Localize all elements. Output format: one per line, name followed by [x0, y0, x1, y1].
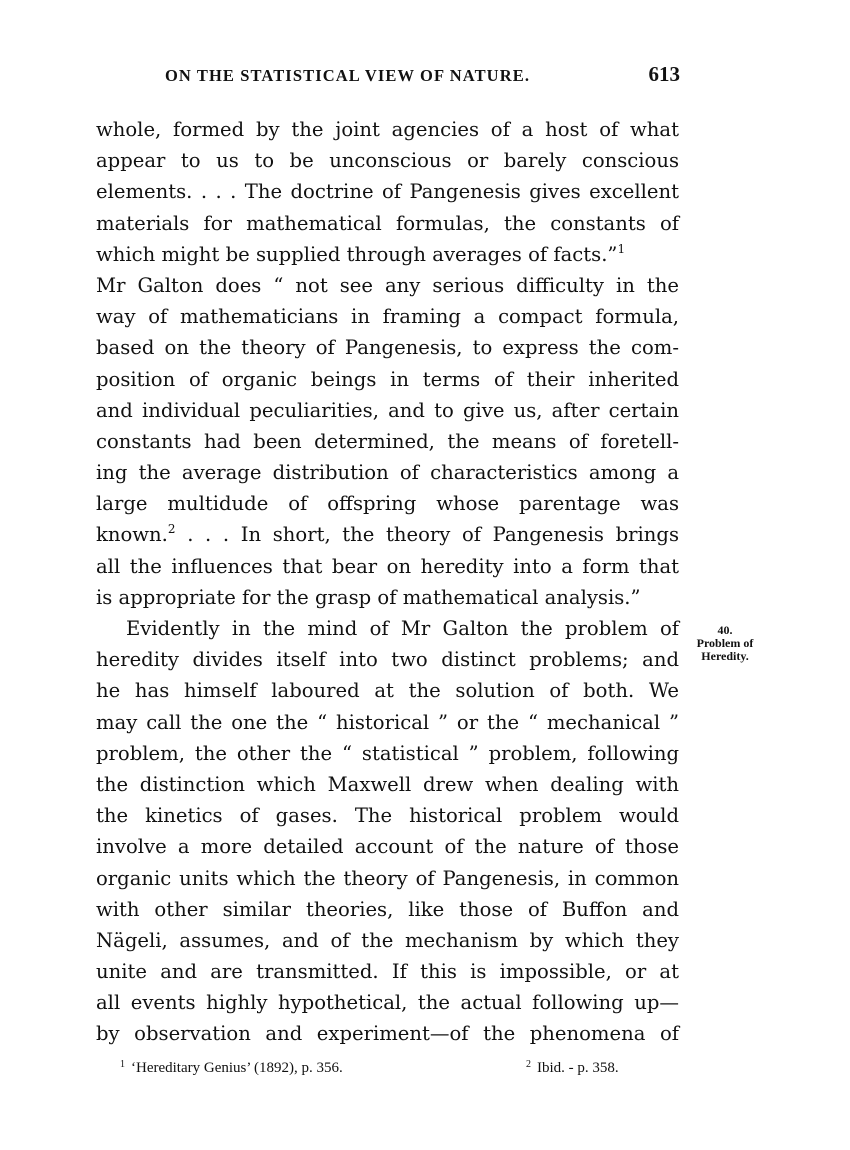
footnote-text: Ibid. - p. 358. [537, 1060, 619, 1076]
text-line [96, 519, 679, 550]
text-line: organic units which the theory of Pangenesis, in common [96, 866, 679, 890]
footnote [526, 1059, 619, 1077]
running-head [165, 62, 680, 87]
text-line: unite and are transmitted. If this is impossible, or at [96, 960, 679, 984]
text-line-continuation: . . . In short, the theory of Pangenesis brings [175, 523, 679, 547]
text-line: all events highly hypothetical, the actual following up— [96, 991, 679, 1015]
text-line: ing the average distribution of characteristics among a [96, 461, 679, 485]
text-line: by observation and experiment—of the phenomena of [96, 1022, 679, 1046]
margin-note-line: Problem of [696, 636, 754, 650]
text-line: position of organic beings in terms of their inherited [96, 367, 679, 391]
text-line: Mr Galton does “ not see any serious difficulty in the [96, 273, 679, 297]
text-line: based on the theory of Pangenesis, to express the com- [96, 336, 679, 360]
footnote-ref: 1 [617, 241, 626, 256]
text-line: large multidude of offspring whose parentage was [96, 492, 679, 516]
footnote-text: ‘Hereditary Genius’ (1892), p. 356. [131, 1060, 343, 1076]
text-line: the distinction which Maxwell drew when dealing with [96, 772, 679, 796]
footnote-mark: 1 [120, 1059, 125, 1070]
text-line: appear to us to be unconscious or barely conscious [96, 149, 679, 173]
text-line: Nägeli, assumes, and of the mechanism by which they [96, 928, 679, 952]
text-line-content: known. [96, 523, 168, 547]
margin-note-line: Heredity. [701, 649, 749, 663]
text-line: he has himself laboured at the solution of both. We [96, 679, 679, 703]
text-line: materials for mathematical formulas, the constants of [96, 211, 679, 235]
margin-note-number: 40. [717, 623, 733, 637]
text-line: way of mathematicians in framing a compact formula, [96, 305, 679, 329]
page-number: 613 [648, 62, 680, 86]
text-line-content: which might be supplied through averages of facts.” [96, 242, 618, 266]
body-text [96, 114, 679, 1050]
text-line: problem, the other the “ statistical ” problem, following [96, 741, 679, 765]
text-line: elements. . . . The doctrine of Pangenesis gives excellent [96, 180, 679, 204]
paragraph-first-line: Evidently in the mind of Mr Galton the problem of [126, 617, 679, 640]
text-line: whole, formed by the joint agencies of a host of what [96, 118, 679, 141]
text-line: heredity divides itself into two distinct problems; and [96, 648, 679, 672]
footnote-ref: 2 [167, 522, 176, 537]
text-line: constants had been determined, the means of foretell- [96, 429, 679, 453]
text-line: with other similar theories, like those of Buffon and [96, 897, 679, 921]
text-line: all the influences that bear on heredity into a form that [96, 554, 679, 578]
footnote-mark: 2 [526, 1059, 531, 1070]
text-line: may call the one the “ historical ” or the “ mechanical ” [96, 710, 679, 734]
text-line: involve a more detailed account of the nature of those [96, 835, 679, 859]
text-line: and individual peculiarities, and to give us, after certain [96, 398, 679, 422]
text-line: is appropriate for the grasp of mathematical analysis.” [96, 585, 641, 609]
margin-note [684, 624, 766, 663]
text-line [96, 239, 679, 270]
footnote [120, 1059, 343, 1077]
running-title: ON THE STATISTICAL VIEW OF NATURE. [165, 66, 531, 85]
text-line: the kinetics of gases. The historical problem would [96, 804, 679, 828]
